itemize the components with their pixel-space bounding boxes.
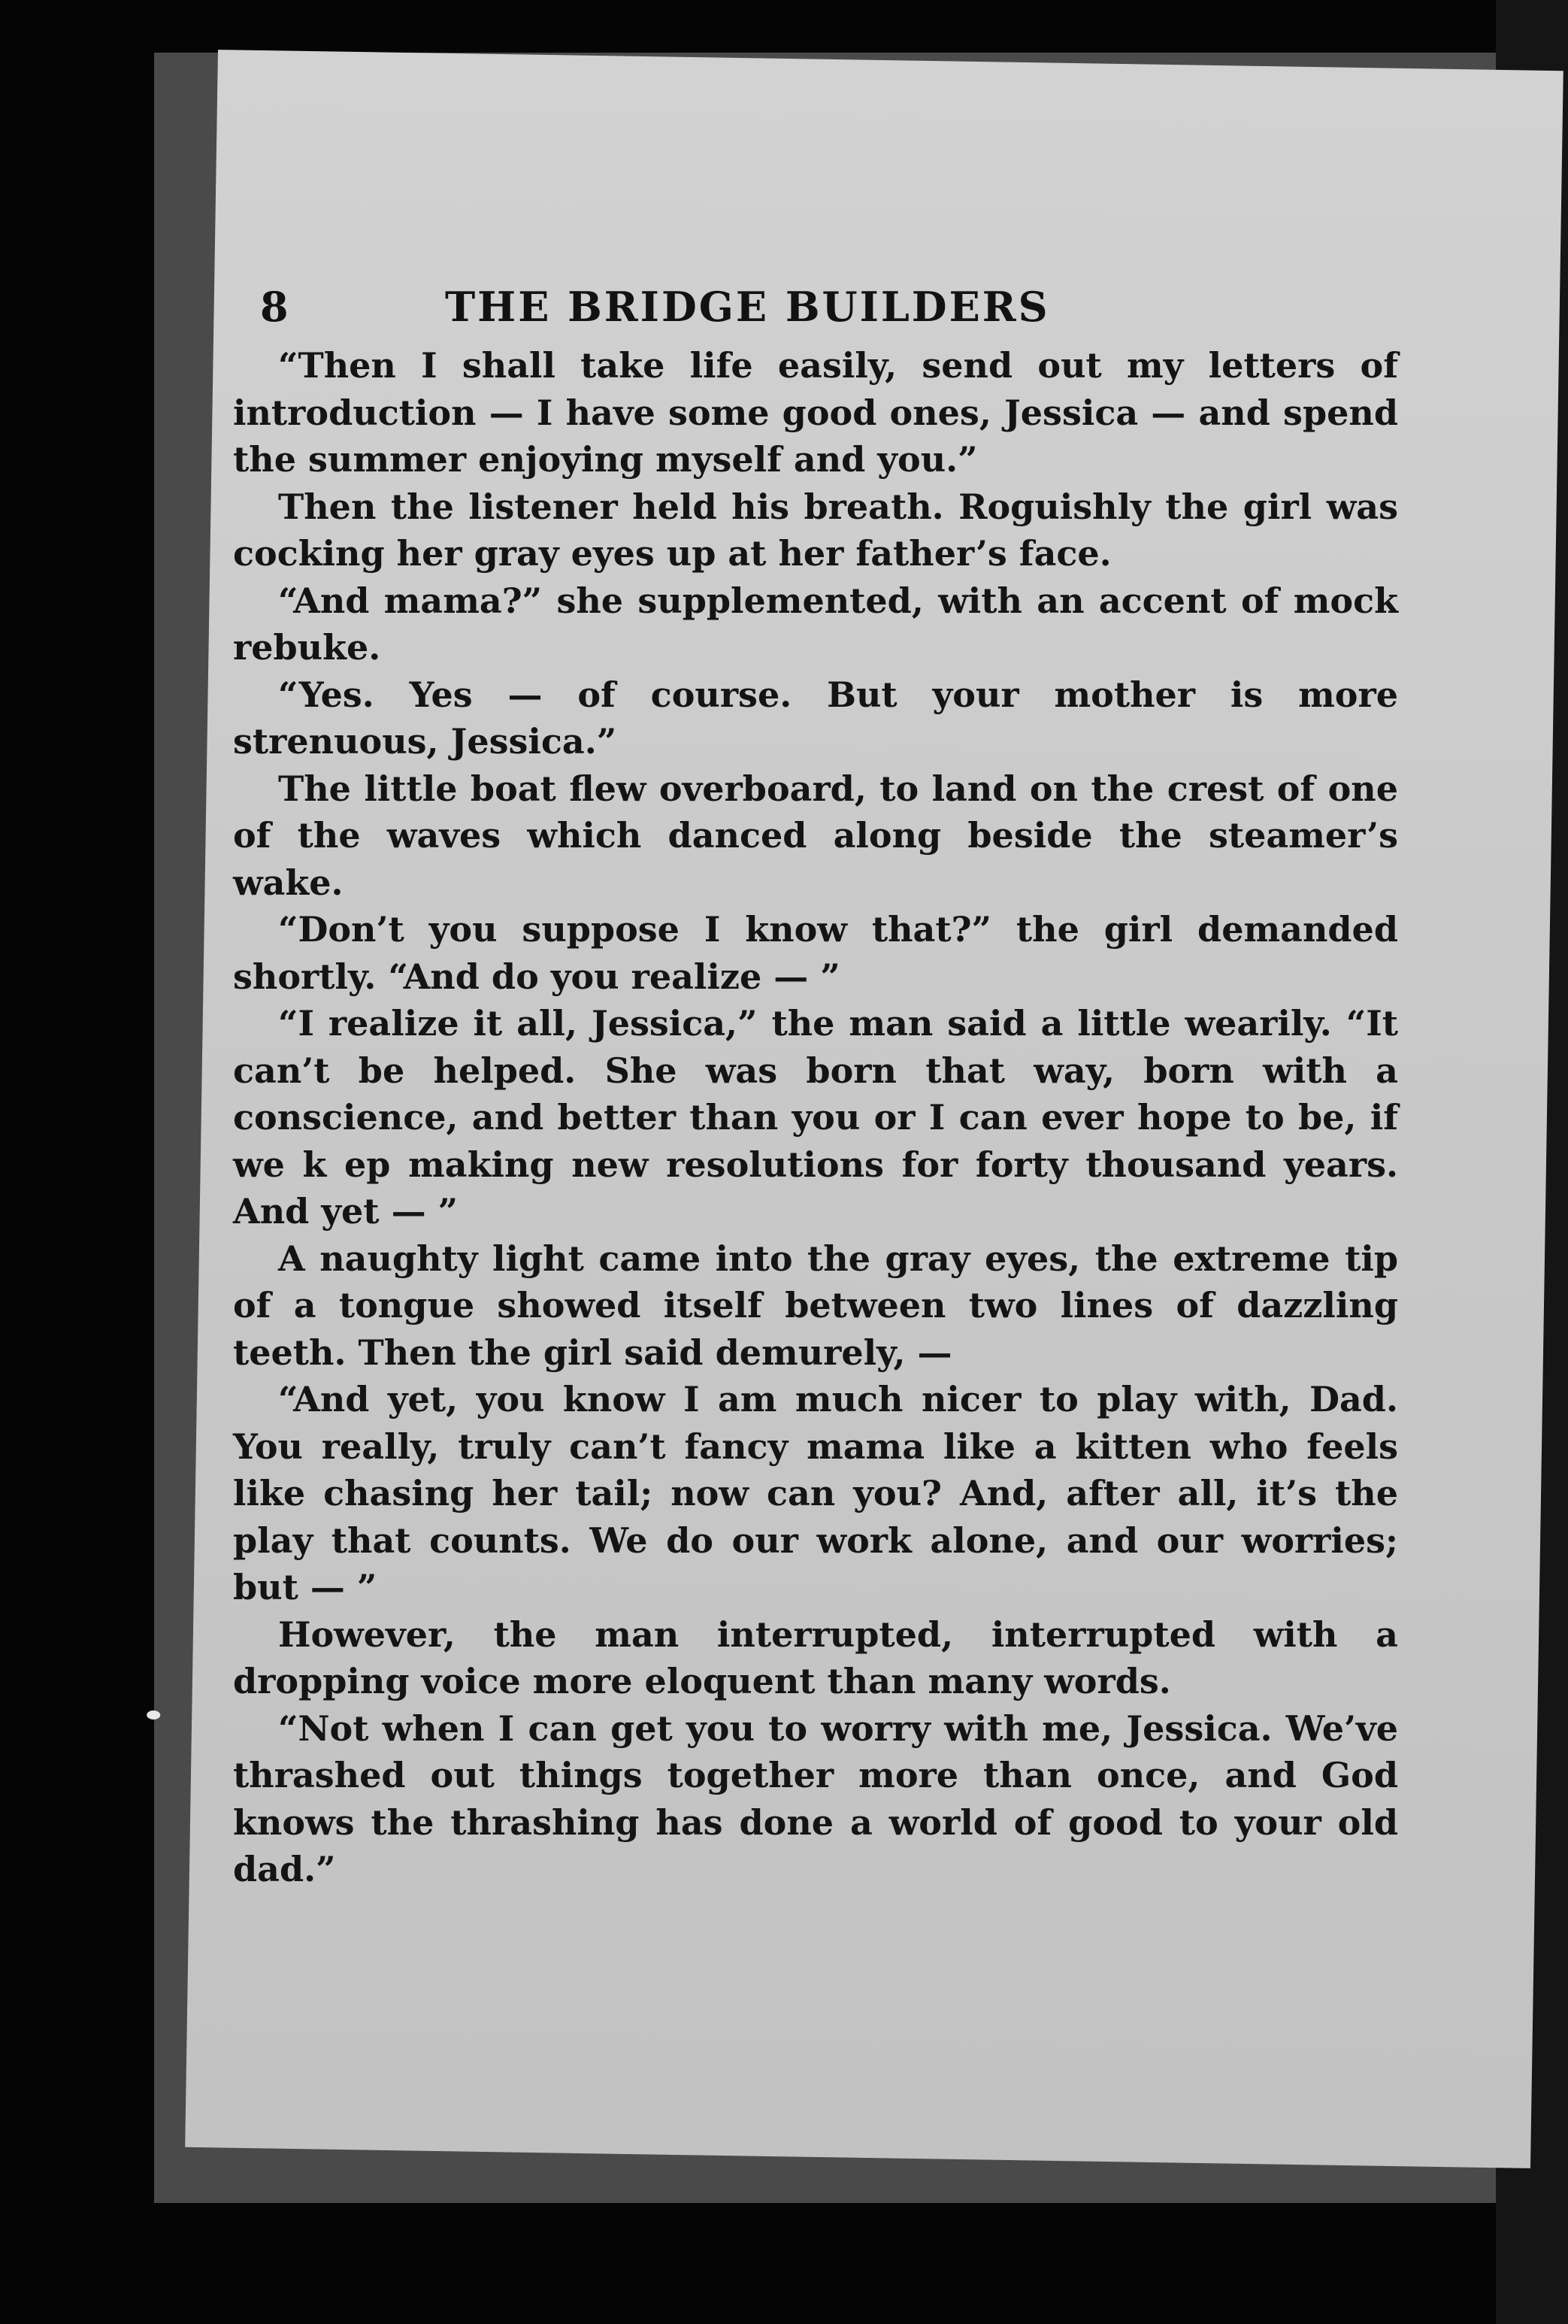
page-number: 8 <box>260 283 289 331</box>
paragraph: “Then I shall take life easily, send out my letters of introduction — I have some good ones, Jessica — and spend the summer enjoying myself and you.” <box>233 345 1398 480</box>
paragraph: Then the listener held his breath. Roguishly the girl was cocking her gray eyes up at her father’s face. <box>233 486 1398 574</box>
paragraph: “And mama?” she supplemented, with an accent of mock rebuke. <box>233 580 1398 668</box>
paragraph: “Not when I can get you to worry with me, Jessica. We’ve thrashed out things together more than once, and God knows the thrashing has done a world of good to your old dad.” <box>233 1707 1398 1889</box>
paragraph: “Yes. Yes — of course. But your mother is more strenuous, Jessica.” <box>233 674 1398 762</box>
dust-speck <box>147 1710 160 1720</box>
page-header <box>260 283 1215 343</box>
running-head: THE BRIDGE BUILDERS <box>445 283 1050 331</box>
body-text <box>233 342 1398 1893</box>
paragraph: “And yet, you know I am much nicer to play with, Dad. You really, truly can’t fancy mama like a kitten who feels like chasing her tail; now can you? And, after all, it’s the play that counts. We do our work alone, and our worries; but — ” <box>233 1379 1398 1607</box>
paragraph: “Don’t you suppose I know that?” the girl demanded shortly. “And do you realize — ” <box>233 909 1398 997</box>
paragraph: “I realize it all, Jessica,” the man said a little wearily. “It can’t be helped. She was born that way, born with a conscience, and better than you or I can ever hope to be, if we k ep making new resolutions for forty thousand years. And yet — ” <box>233 1003 1398 1232</box>
paragraph: However, the man interrupted, interrupted with a dropping voice more eloquent than many words. <box>233 1613 1398 1701</box>
paragraph: The little boat flew overboard, to land on the crest of one of the waves which danced along beside the steamer’s wake. <box>233 768 1398 903</box>
paragraph: A naughty light came into the gray eyes, the extreme tip of a tongue showed itself between two lines of dazzling teeth. Then the girl said demurely, — <box>233 1238 1398 1373</box>
